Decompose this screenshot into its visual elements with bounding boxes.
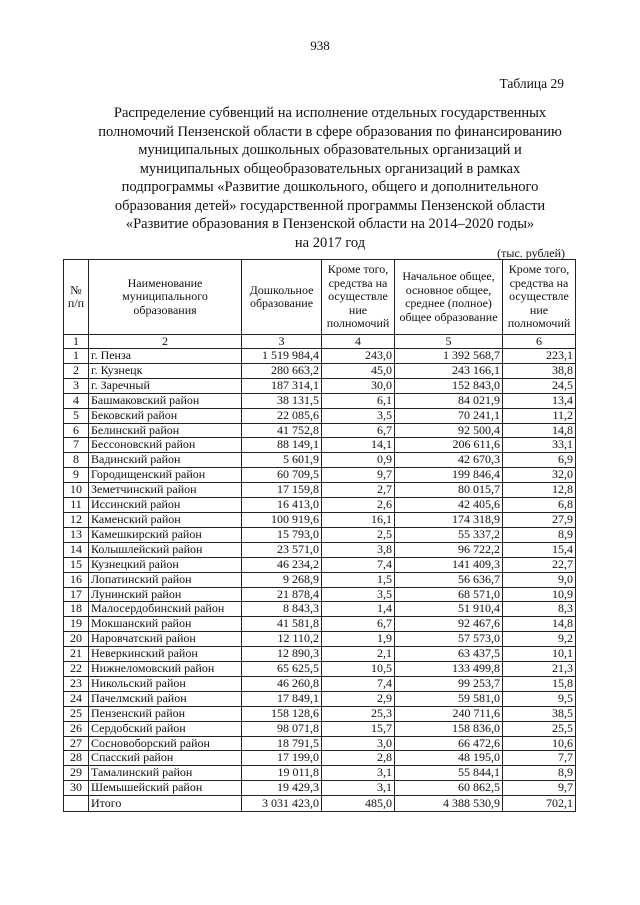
- preschool-extra-value: 2,9: [322, 691, 395, 706]
- general-value: 60 862,5: [395, 781, 503, 796]
- column-number: 4: [322, 335, 395, 349]
- general-value: 70 241,1: [395, 408, 503, 423]
- general-extra-value: 22,7: [503, 557, 576, 572]
- preschool-value: 19 429,3: [242, 781, 322, 796]
- preschool-value: 46 260,8: [242, 676, 322, 691]
- title-line: полномочий Пензенской области в сфере образования по финансированию: [98, 123, 562, 140]
- preschool-extra-value: 16,1: [322, 512, 395, 527]
- general-extra-value: 7,7: [503, 751, 576, 766]
- table-row: [64, 527, 576, 542]
- table-row: [64, 438, 576, 453]
- title-line: «Развитие образования в Пензенской области на 2014–2020 годы»: [125, 216, 535, 232]
- general-extra-value: 6,9: [503, 453, 576, 468]
- preschool-extra-value: 2,6: [322, 498, 395, 513]
- row-number: 29: [64, 766, 89, 781]
- general-value: 206 611,6: [395, 438, 503, 453]
- preschool-value: 60 709,5: [242, 468, 322, 483]
- total-preschool: 3 031 423,0: [242, 796, 322, 812]
- general-extra-value: 14,8: [503, 617, 576, 632]
- general-extra-value: 15,8: [503, 676, 576, 691]
- general-extra-value: 25,5: [503, 721, 576, 736]
- preschool-value: 98 071,8: [242, 721, 322, 736]
- municipality-name: Пачелмский район: [89, 691, 242, 706]
- preschool-value: 15 793,0: [242, 527, 322, 542]
- preschool-extra-value: 3,5: [322, 587, 395, 602]
- page-number: 938: [310, 38, 330, 53]
- general-extra-value: 27,9: [503, 512, 576, 527]
- total-general: 4 388 530,9: [395, 796, 503, 812]
- row-number: 12: [64, 512, 89, 527]
- municipality-name: Бессоновский район: [89, 438, 242, 453]
- row-number: 3: [64, 378, 89, 393]
- municipality-name: Башмаковский район: [89, 393, 242, 408]
- general-value: 57 573,0: [395, 632, 503, 647]
- table-label: Таблица 29: [499, 76, 564, 91]
- row-number: 15: [64, 557, 89, 572]
- preschool-value: 17 849,1: [242, 691, 322, 706]
- preschool-extra-value: 3,1: [322, 766, 395, 781]
- table-row: [64, 572, 576, 587]
- column-number-row: [64, 335, 576, 349]
- general-value: 133 499,8: [395, 662, 503, 677]
- municipality-name: Шемышейский район: [89, 781, 242, 796]
- general-extra-value: 9,7: [503, 781, 576, 796]
- preschool-extra-value: 1,9: [322, 632, 395, 647]
- table-row: [64, 423, 576, 438]
- row-number: 6: [64, 423, 89, 438]
- table-row: [64, 512, 576, 527]
- table-row: [64, 647, 576, 662]
- preschool-value: 65 625,5: [242, 662, 322, 677]
- general-value: 59 581,0: [395, 691, 503, 706]
- preschool-value: 8 843,3: [242, 602, 322, 617]
- preschool-extra-value: 7,4: [322, 557, 395, 572]
- municipality-name: Нижнеломовский район: [89, 662, 242, 677]
- preschool-extra-value: 2,1: [322, 647, 395, 662]
- row-number: 10: [64, 483, 89, 498]
- total-row: [64, 796, 576, 812]
- table-row: [64, 468, 576, 483]
- subsidy-table: [63, 259, 576, 812]
- preschool-extra-value: 6,1: [322, 393, 395, 408]
- general-extra-value: 8,9: [503, 527, 576, 542]
- municipality-name: Иссинский район: [89, 498, 242, 513]
- preschool-extra-value: 1,4: [322, 602, 395, 617]
- table-row: [64, 766, 576, 781]
- municipality-name: Лопатинский район: [89, 572, 242, 587]
- total-preschool-extra: 485,0: [322, 796, 395, 812]
- total-cell-num: [64, 796, 89, 812]
- column-number: 6: [503, 335, 576, 349]
- preschool-value: 187 314,1: [242, 378, 322, 393]
- municipality-name: г. Заречный: [89, 378, 242, 393]
- row-number: 27: [64, 736, 89, 751]
- municipality-name: Лунинский район: [89, 587, 242, 602]
- preschool-extra-value: 14,1: [322, 438, 395, 453]
- preschool-extra-value: 25,3: [322, 706, 395, 721]
- column-number: 5: [395, 335, 503, 349]
- general-extra-value: 24,5: [503, 378, 576, 393]
- municipality-name: Кузнецкий район: [89, 557, 242, 572]
- general-extra-value: 9,2: [503, 632, 576, 647]
- municipality-name: г. Пенза: [89, 349, 242, 364]
- municipality-name: Камешкирский район: [89, 527, 242, 542]
- units-label: (тыс. рублей): [497, 246, 565, 260]
- general-extra-value: 6,8: [503, 498, 576, 513]
- title-line: образования детей» государственной программы Пензенской области: [114, 197, 546, 214]
- row-number: 16: [64, 572, 89, 587]
- general-value: 42 405,6: [395, 498, 503, 513]
- row-number: 13: [64, 527, 89, 542]
- table-row: [64, 349, 576, 364]
- column-number: 1: [64, 335, 89, 349]
- table-row: [64, 542, 576, 557]
- preschool-extra-value: 3,0: [322, 736, 395, 751]
- general-extra-value: 14,8: [503, 423, 576, 438]
- row-number: 11: [64, 498, 89, 513]
- row-number: 25: [64, 706, 89, 721]
- municipality-name: Сосновоборский район: [89, 736, 242, 751]
- table-row: [64, 781, 576, 796]
- general-value: 48 195,0: [395, 751, 503, 766]
- row-number: 8: [64, 453, 89, 468]
- table-body: [64, 349, 576, 796]
- preschool-value: 5 601,9: [242, 453, 322, 468]
- preschool-extra-value: 45,0: [322, 363, 395, 378]
- row-number: 1: [64, 349, 89, 364]
- general-extra-value: 223,1: [503, 349, 576, 364]
- general-extra-value: 12,8: [503, 483, 576, 498]
- table-row: [64, 393, 576, 408]
- preschool-value: 12 890,3: [242, 647, 322, 662]
- preschool-value: 23 571,0: [242, 542, 322, 557]
- header-preschool-extra: Кроме того, средства на осуществле ние полномочий: [322, 260, 395, 335]
- general-value: 56 636,7: [395, 572, 503, 587]
- municipality-name: Спасский район: [89, 751, 242, 766]
- title-line: муниципальных общеобразовательных организаций в рамках: [139, 160, 521, 177]
- general-value: 51 910,4: [395, 602, 503, 617]
- table-row: [64, 691, 576, 706]
- municipality-name: Пензенский район: [89, 706, 242, 721]
- table-row: [64, 378, 576, 393]
- preschool-extra-value: 3,5: [322, 408, 395, 423]
- column-number: 2: [89, 335, 242, 349]
- general-extra-value: 11,2: [503, 408, 576, 423]
- total-label: Итого: [89, 796, 242, 812]
- general-extra-value: 32,0: [503, 468, 576, 483]
- municipality-name: Неверкинский район: [89, 647, 242, 662]
- table-row: [64, 483, 576, 498]
- general-value: 80 015,7: [395, 483, 503, 498]
- preschool-extra-value: 2,8: [322, 751, 395, 766]
- row-number: 30: [64, 781, 89, 796]
- municipality-name: Наровчатский район: [89, 632, 242, 647]
- total-general-extra: 702,1: [503, 796, 576, 812]
- general-extra-value: 8,9: [503, 766, 576, 781]
- header-name: Наименование муниципального образования: [89, 260, 242, 335]
- preschool-extra-value: 6,7: [322, 423, 395, 438]
- municipality-name: Малосердобинский район: [89, 602, 242, 617]
- general-value: 1 392 568,7: [395, 349, 503, 364]
- preschool-value: 22 085,6: [242, 408, 322, 423]
- row-number: 22: [64, 662, 89, 677]
- table-row: [64, 662, 576, 677]
- preschool-value: 41 581,8: [242, 617, 322, 632]
- column-number: 3: [242, 335, 322, 349]
- header-preschool: Дошкольное образование: [242, 260, 322, 335]
- municipality-name: Мокшанский район: [89, 617, 242, 632]
- document-title: [80, 104, 580, 252]
- general-value: 243 166,1: [395, 363, 503, 378]
- table-row: [64, 617, 576, 632]
- preschool-value: 46 234,2: [242, 557, 322, 572]
- general-value: 99 253,7: [395, 676, 503, 691]
- general-value: 92 467,6: [395, 617, 503, 632]
- header-row: [64, 260, 576, 335]
- table-row: [64, 736, 576, 751]
- general-value: 174 318,9: [395, 512, 503, 527]
- general-extra-value: 38,8: [503, 363, 576, 378]
- table-row: [64, 557, 576, 572]
- preschool-value: 18 791,5: [242, 736, 322, 751]
- table-row: [64, 751, 576, 766]
- preschool-extra-value: 30,0: [322, 378, 395, 393]
- row-number: 28: [64, 751, 89, 766]
- table-row: [64, 602, 576, 617]
- general-value: 96 722,2: [395, 542, 503, 557]
- preschool-extra-value: 10,5: [322, 662, 395, 677]
- preschool-value: 41 752,8: [242, 423, 322, 438]
- table-row: [64, 721, 576, 736]
- title-line: подпрограммы «Развитие дошкольного, общего и дополнительного: [121, 179, 539, 195]
- preschool-value: 38 131,5: [242, 393, 322, 408]
- preschool-value: 17 159,8: [242, 483, 322, 498]
- row-number: 20: [64, 632, 89, 647]
- municipality-name: Бековский район: [89, 408, 242, 423]
- general-value: 66 472,6: [395, 736, 503, 751]
- municipality-name: Вадинский район: [89, 453, 242, 468]
- row-number: 14: [64, 542, 89, 557]
- row-number: 9: [64, 468, 89, 483]
- preschool-value: 158 128,6: [242, 706, 322, 721]
- title-line: Распределение субвенций на исполнение отдельных государственных: [113, 105, 547, 121]
- municipality-name: Сердобский район: [89, 721, 242, 736]
- preschool-extra-value: 1,5: [322, 572, 395, 587]
- general-value: 141 409,3: [395, 557, 503, 572]
- table-row: [64, 408, 576, 423]
- general-value: 55 844,1: [395, 766, 503, 781]
- row-number: 21: [64, 647, 89, 662]
- general-extra-value: 10,9: [503, 587, 576, 602]
- table-row: [64, 363, 576, 378]
- preschool-extra-value: 6,7: [322, 617, 395, 632]
- preschool-extra-value: 0,9: [322, 453, 395, 468]
- municipality-name: Земетчинский район: [89, 483, 242, 498]
- title-line: муниципальных дошкольных образовательных организаций и: [138, 142, 522, 158]
- row-number: 17: [64, 587, 89, 602]
- general-extra-value: 33,1: [503, 438, 576, 453]
- municipality-name: Белинский район: [89, 423, 242, 438]
- preschool-extra-value: 15,7: [322, 721, 395, 736]
- municipality-name: Колышлейский район: [89, 542, 242, 557]
- preschool-value: 16 413,0: [242, 498, 322, 513]
- preschool-extra-value: 243,0: [322, 349, 395, 364]
- preschool-value: 19 011,8: [242, 766, 322, 781]
- preschool-value: 9 268,9: [242, 572, 322, 587]
- header-general: Начальное общее, основное общее, среднее (полное) общее образование: [395, 260, 503, 335]
- preschool-extra-value: 2,5: [322, 527, 395, 542]
- general-extra-value: 10,6: [503, 736, 576, 751]
- header-num: № п/п: [64, 260, 89, 335]
- general-value: 84 021,9: [395, 393, 503, 408]
- general-extra-value: 9,0: [503, 572, 576, 587]
- general-value: 68 571,0: [395, 587, 503, 602]
- preschool-value: 88 149,1: [242, 438, 322, 453]
- general-extra-value: 13,4: [503, 393, 576, 408]
- general-extra-value: 38,5: [503, 706, 576, 721]
- row-number: 19: [64, 617, 89, 632]
- municipality-name: Каменский район: [89, 512, 242, 527]
- preschool-extra-value: 7,4: [322, 676, 395, 691]
- preschool-value: 280 663,2: [242, 363, 322, 378]
- title-line: на 2017 год: [294, 234, 366, 251]
- row-number: 2: [64, 363, 89, 378]
- preschool-extra-value: 9,7: [322, 468, 395, 483]
- general-value: 158 836,0: [395, 721, 503, 736]
- preschool-value: 17 199,0: [242, 751, 322, 766]
- general-extra-value: 9,5: [503, 691, 576, 706]
- table-row: [64, 498, 576, 513]
- preschool-value: 21 878,4: [242, 587, 322, 602]
- table-row: [64, 706, 576, 721]
- general-value: 152 843,0: [395, 378, 503, 393]
- preschool-extra-value: 3,1: [322, 781, 395, 796]
- municipality-name: г. Кузнецк: [89, 363, 242, 378]
- row-number: 5: [64, 408, 89, 423]
- preschool-extra-value: 3,8: [322, 542, 395, 557]
- municipality-name: Тамалинский район: [89, 766, 242, 781]
- table-row: [64, 587, 576, 602]
- general-extra-value: 21,3: [503, 662, 576, 677]
- row-number: 7: [64, 438, 89, 453]
- preschool-value: 100 919,6: [242, 512, 322, 527]
- general-value: 92 500,4: [395, 423, 503, 438]
- general-extra-value: 8,3: [503, 602, 576, 617]
- municipality-name: Никольский район: [89, 676, 242, 691]
- table-row: [64, 676, 576, 691]
- row-number: 23: [64, 676, 89, 691]
- row-number: 24: [64, 691, 89, 706]
- preschool-value: 12 110,2: [242, 632, 322, 647]
- general-value: 199 846,4: [395, 468, 503, 483]
- table-row: [64, 632, 576, 647]
- header-general-extra: Кроме того, средства на осуществле ние полномочий: [503, 260, 576, 335]
- row-number: 18: [64, 602, 89, 617]
- general-extra-value: 10,1: [503, 647, 576, 662]
- row-number: 26: [64, 721, 89, 736]
- municipality-name: Городищенский район: [89, 468, 242, 483]
- general-value: 42 670,3: [395, 453, 503, 468]
- preschool-value: 1 519 984,4: [242, 349, 322, 364]
- general-extra-value: 15,4: [503, 542, 576, 557]
- general-value: 240 711,6: [395, 706, 503, 721]
- general-value: 63 437,5: [395, 647, 503, 662]
- row-number: 4: [64, 393, 89, 408]
- general-value: 55 337,2: [395, 527, 503, 542]
- preschool-extra-value: 2,7: [322, 483, 395, 498]
- table-row: [64, 453, 576, 468]
